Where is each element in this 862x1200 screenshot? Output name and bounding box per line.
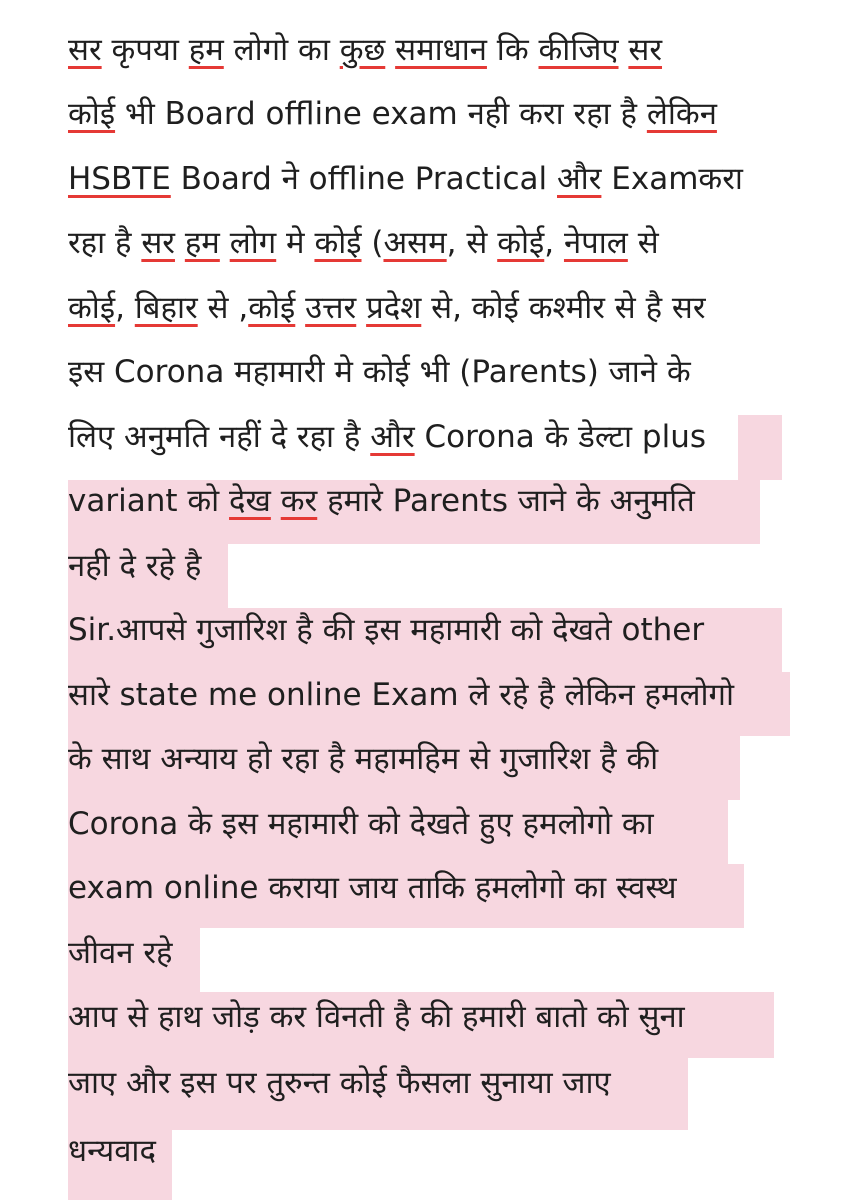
text-run: लोगो का — [223, 32, 340, 68]
flagged-word: कर — [280, 483, 318, 519]
flagged-word: देख — [229, 483, 271, 519]
text-line — [68, 414, 706, 478]
text-line — [68, 91, 717, 155]
text-run: ( — [361, 225, 384, 261]
text-run: variant को — [68, 483, 230, 519]
highlight-band — [738, 415, 782, 480]
text-line — [68, 1060, 611, 1124]
text-run: जाए और इस पर तुरुन्त कोई फैसला सुनाया जाए — [68, 1065, 611, 1101]
text-run: भी Board offline exam नही करा रहा है — [115, 96, 647, 132]
text-line — [68, 930, 172, 994]
text-line — [68, 607, 704, 671]
text-line — [68, 220, 659, 284]
text-line — [68, 349, 691, 413]
text-line — [68, 994, 685, 1058]
text-run: Board ने offline Practical — [170, 161, 557, 197]
text-run: से , — [197, 290, 249, 326]
text-line — [68, 1128, 156, 1192]
text-line — [68, 543, 201, 607]
text-line — [68, 156, 743, 220]
flagged-word: हम — [188, 32, 224, 68]
text-run: Sir.आपसे गुजारिश है की इस महामारी को देखते other — [68, 612, 705, 648]
flagged-word: समाधान — [395, 32, 487, 68]
text-run — [619, 32, 629, 68]
text-run: , — [115, 290, 135, 326]
text-run: exam online कराया जाय ताकि हमलोगो का स्वस्थ — [68, 870, 677, 906]
text-run: इस Corona महामारी मे कोई भी (Parents) जाने के — [68, 354, 691, 390]
text-line — [68, 865, 677, 929]
text-run: से, कोई कश्मीर से है सर — [421, 290, 706, 326]
flagged-word: हम — [184, 225, 220, 261]
flagged-word: कोई — [68, 290, 116, 326]
text-run — [175, 225, 185, 261]
flagged-word: कोई — [68, 96, 116, 132]
text-line — [68, 801, 654, 865]
text-line — [68, 478, 695, 542]
text-run — [220, 225, 230, 261]
flagged-word: प्रदेश — [366, 290, 422, 326]
flagged-word: नेपाल — [563, 225, 628, 261]
text-run: के साथ अन्याय हो रहा है महामहिम से गुजारिश है की — [68, 741, 659, 777]
text-run: मे — [276, 225, 315, 261]
text-run: सारे state me online Exam ले रहे है लेकिन हमलोगो — [68, 677, 735, 713]
text-run — [271, 483, 281, 519]
flagged-word: लोग — [229, 225, 277, 261]
text-run — [356, 290, 366, 326]
text-run: Examकरा — [601, 161, 743, 197]
flagged-word: कोई — [248, 290, 296, 326]
text-run: , — [544, 225, 564, 261]
text-run — [385, 32, 395, 68]
flagged-word: कीजिए — [538, 32, 619, 68]
text-run: हमारे Parents जाने के अनुमति — [317, 483, 695, 519]
text-run: से — [627, 225, 659, 261]
flagged-word: HSBTE — [68, 161, 171, 197]
text-run: लिए अनुमति नहीं दे रहा है — [68, 419, 371, 455]
flagged-word: बिहार — [134, 290, 198, 326]
flagged-word: लेकिन — [646, 96, 717, 132]
flagged-word: असम — [383, 225, 447, 261]
text-line — [68, 27, 662, 91]
text-run: नही दे रहे है — [68, 548, 202, 584]
text-run: जीवन रहे — [68, 935, 173, 971]
text-run: आप से हाथ जोड़ कर विनती है की हमारी बातो को सुना — [68, 999, 685, 1035]
flagged-word: कोई — [314, 225, 362, 261]
flagged-word: और — [557, 161, 602, 197]
text-run: , से — [446, 225, 498, 261]
flagged-word: उत्तर — [305, 290, 357, 326]
flagged-word: सर — [141, 225, 175, 261]
text-line — [68, 285, 706, 349]
flagged-word: कोई — [497, 225, 545, 261]
text-run: कि — [486, 32, 539, 68]
text-run — [295, 290, 305, 326]
text-run: कृपया — [101, 32, 189, 68]
flagged-word: सर — [68, 32, 102, 68]
text-run: Corona के डेल्टा plus — [414, 419, 706, 455]
text-run: रहा है — [68, 225, 142, 261]
flagged-word: सर — [628, 32, 663, 68]
text-line — [68, 672, 734, 736]
flagged-word: कुछ — [339, 32, 386, 68]
flagged-word: और — [370, 419, 415, 455]
text-run: धन्यवाद — [68, 1133, 156, 1169]
text-line — [68, 736, 658, 800]
text-run: Corona के इस महामारी को देखते हुए हमलोगो का — [68, 806, 654, 842]
